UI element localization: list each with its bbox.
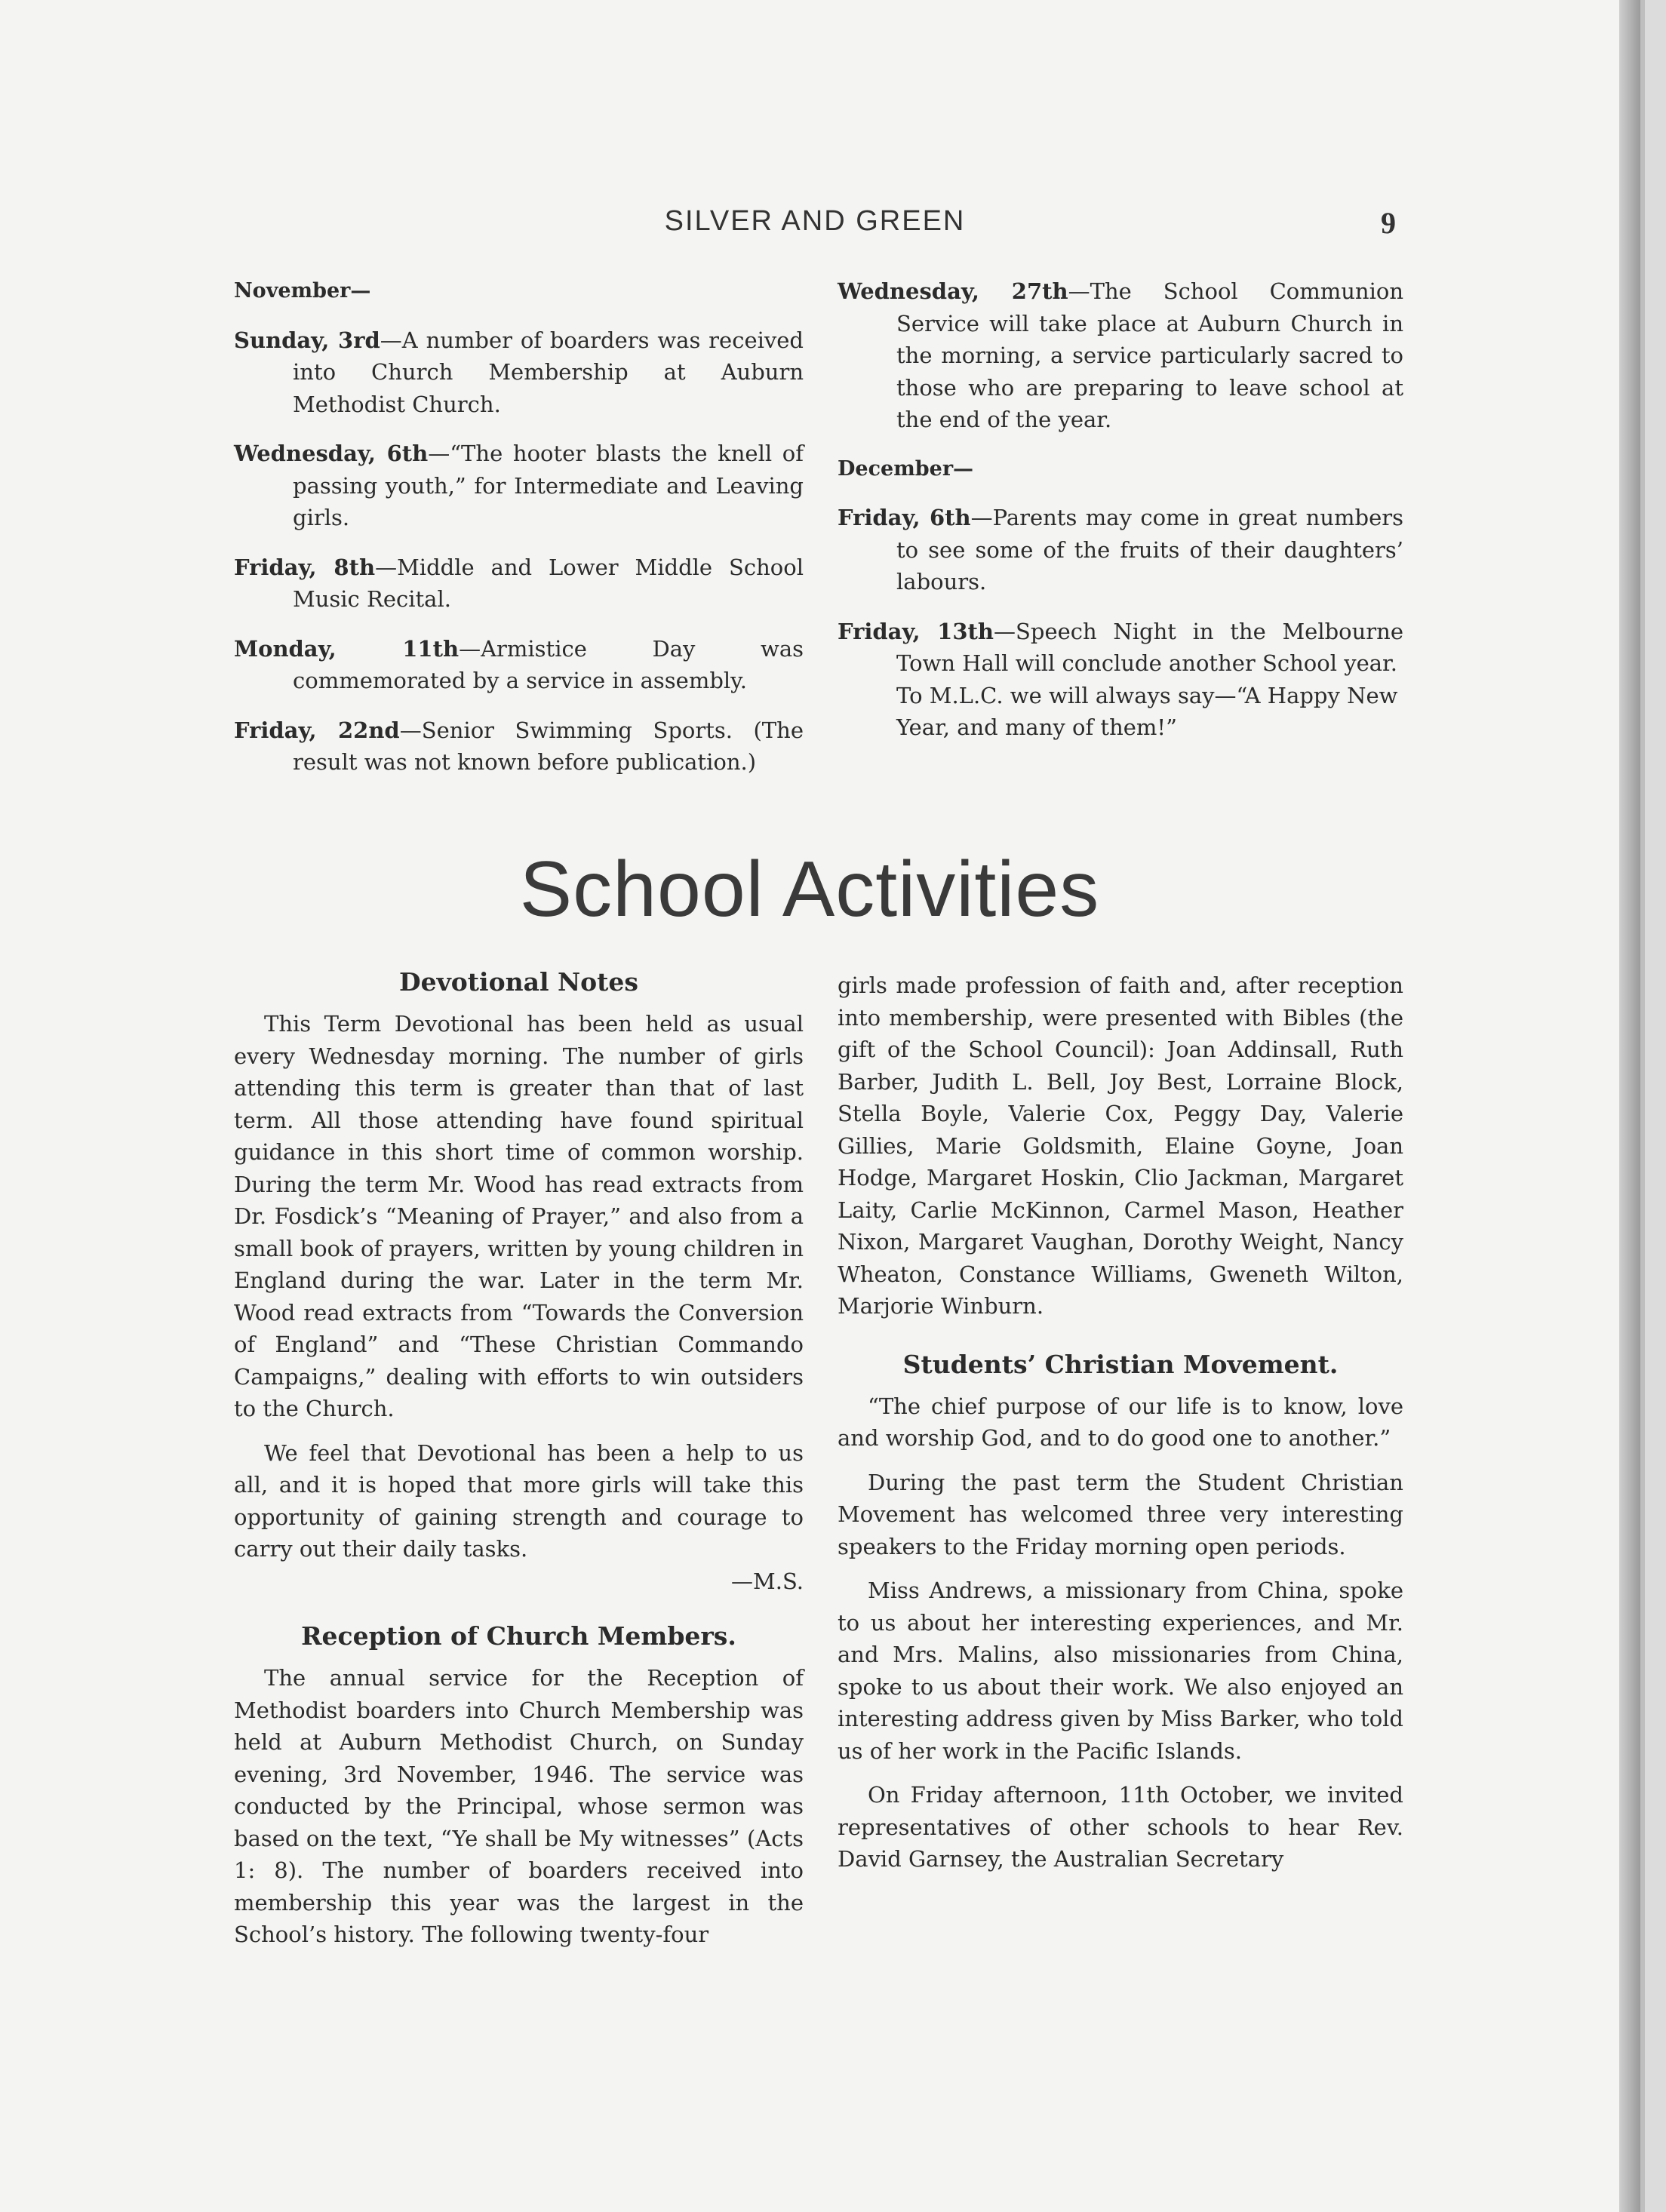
scm-paragraph: During the past term the Student Christian Movement has welcomed three very interesting speakers to the Friday morning open periods. xyxy=(838,1469,1403,1559)
activities-left-column xyxy=(234,966,804,1963)
entry-text: —A number of boarders was received into Church Membership at Auburn Methodist Church. xyxy=(293,327,804,417)
entry-date: Sunday, 3rd xyxy=(234,327,380,353)
calendar-entry xyxy=(234,324,804,421)
entry-date: Friday, 6th xyxy=(838,505,971,530)
devotional-paragraph: This Term Devotional has been held as usual every Wednesday morning. The number of girls attending this term is greater than that of last term. All those attending have found spiritual guidance in this short time of common worship. During the term Mr. Wood has read extracts from Dr. Fosdick’s “Meaning of Prayer,” and also from a small book of prayers, written by young children in England during the war. Later in the term Mr. Wood read extracts from “Towards the Conversion of England” and “These Christian Commando Campaigns,” dealing with efforts to win outsiders to the Church. xyxy=(234,1011,804,1421)
calendar-entry xyxy=(838,275,1403,436)
month-heading-november: November— xyxy=(234,279,371,303)
calendar-entry xyxy=(838,502,1403,598)
calendar-entry xyxy=(234,438,804,534)
entry-date: Wednesday, 6th xyxy=(234,441,429,466)
entry-text: —The School Communion Service will take place at Auburn Church in the morning, a service particularly sacred to those who are preparing to leave school at the end of the year. xyxy=(896,278,1403,432)
reception-heading: Reception of Church Members. xyxy=(301,1621,736,1651)
page-number: 9 xyxy=(1381,206,1396,240)
running-header xyxy=(234,205,1396,243)
month-heading-december: December— xyxy=(838,456,974,481)
calendar-entry xyxy=(234,551,804,616)
calendar-right-column xyxy=(838,275,1403,744)
scm-paragraph: On Friday afternoon, 11th October, we invited representatives of other schools to hear Rev. David Garnsey, the Australian Secretary xyxy=(838,1782,1403,1872)
devotional-heading: Devotional Notes xyxy=(399,967,638,997)
entry-text: —Middle and Lower Middle School Music Recital. xyxy=(293,554,804,612)
scm-paragraph: “The chief purpose of our life is to know, love and worship God, and to do good one to another.” xyxy=(838,1393,1403,1451)
page-edge xyxy=(1619,0,1640,2212)
entry-date: Monday, 11th xyxy=(234,635,460,662)
calendar-entry xyxy=(838,616,1403,680)
reception-paragraph: The annual service for the Reception of Methodist boarders into Church Membership was held at Auburn Methodist Church, on Sunday evening, 3rd November, 1946. The service was conducted by the Principal, whose sermon was based on the text, “Ye shall be My witnesses” (Acts 1: 8). The number of boarders received into membership this year was the largest in the School’s history. The following twenty-four xyxy=(234,1665,804,1947)
reception-paragraph-continued: girls made profession of faith and, after reception into membership, were presented with Bibles (the gift of the School Council): Joan Addinsall, Ruth Barber, Judith L. Bell, Joy Best, Lorraine Block, Stella Boyle, Valerie Cox, Peggy Day, Valerie Gillies, Marie Goldsmith, Elaine Goyne, Joan Hodge, Margaret Hoskin, Clio Jackman, Margaret Laity, Carlie McKinnon, Carmel Mason, Heather Nixon, Margaret Vaughan, Dorothy Weight, Nancy Wheaton, Constance Williams, Gweneth Wilton, Marjorie Winburn. xyxy=(838,972,1403,1319)
scm-paragraph: Miss Andrews, a missionary from China, spoke to us about her interesting experiences, and Mr. and Mrs. Malins, also missionaries from China, spoke to us about their work. We also enjoyed an interesting address given by Miss Barker, who told us of her work in the Pacific Islands. xyxy=(838,1578,1403,1764)
entry-text: —Speech Night in the Melbourne Town Hall will conclude another School year. xyxy=(896,618,1404,676)
activities-right-column xyxy=(838,969,1403,1888)
calendar-entry xyxy=(234,633,804,697)
section-title: School Activities xyxy=(519,846,1100,933)
entry-text: —Armistice Day was commemorated by a service in assembly. xyxy=(293,635,804,693)
scm-heading: Students’ Christian Movement. xyxy=(902,1349,1339,1379)
devotional-paragraph: We feel that Devotional has been a help to us all, and it is hoped that more girls will take this opportunity of gaining strength and courage to carry out their daily tasks. xyxy=(234,1439,804,1562)
journal-title: SILVER AND GREEN xyxy=(664,205,966,237)
entry-text: —Parents may come in great numbers to see some of the fruits of their daughters’ labours. xyxy=(896,505,1403,594)
entry-date: Wednesday, 27th xyxy=(838,278,1068,304)
devotional-signature: —M.S. xyxy=(731,1568,804,1594)
entry-text: —Senior Swimming Sports. (The result was not known before publication.) xyxy=(293,717,804,775)
calendar-left-column xyxy=(234,275,804,796)
entry-text: —“The hooter blasts the knell of passing youth,” for Intermediate and Leaving girls. xyxy=(293,441,804,530)
calendar-entry xyxy=(234,714,804,779)
entry-date: Friday, 8th xyxy=(234,554,376,580)
entry-date: Friday, 13th xyxy=(838,618,994,644)
closing-greeting: To M.L.C. we will always say—“A Happy New Year, and many of them!” xyxy=(896,682,1398,740)
entry-date: Friday, 22nd xyxy=(234,717,400,743)
